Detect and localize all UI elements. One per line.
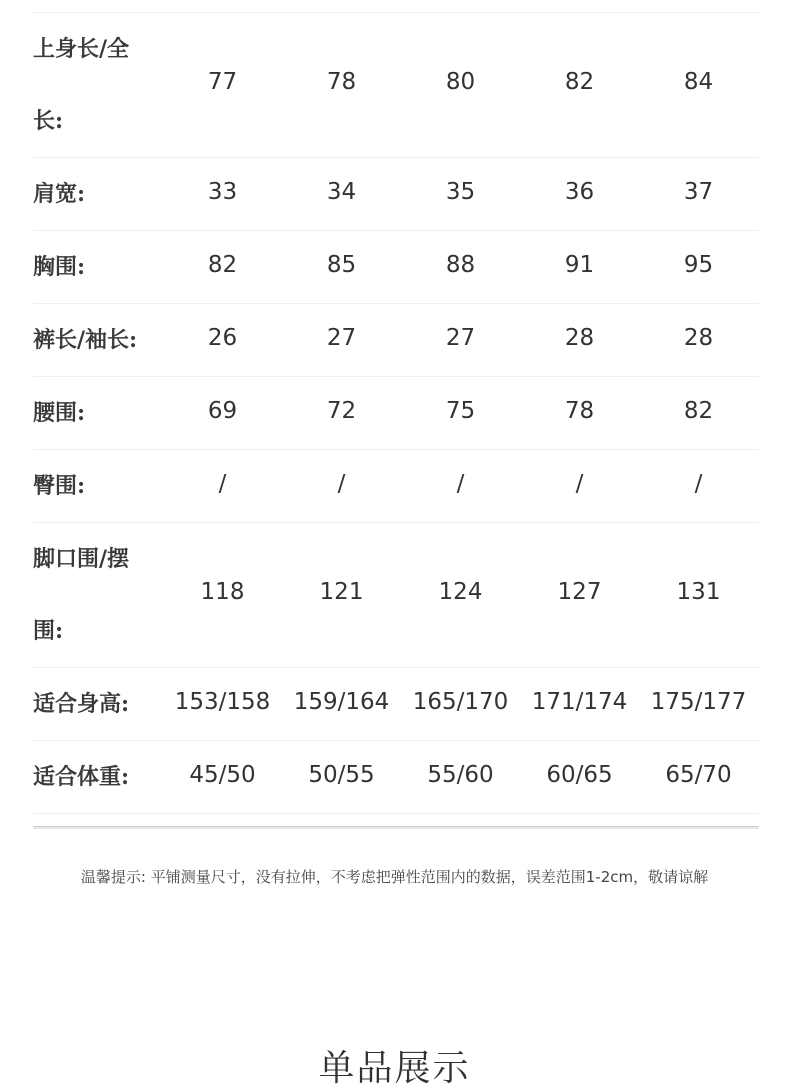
table-row	[33, 741, 759, 814]
table-cell: 82	[683, 398, 714, 424]
table-cell: 69	[207, 398, 238, 424]
table-cell: 118	[200, 579, 245, 605]
measurement-tip: 温馨提示: 平铺测量尺寸，没有拉伸，不考虑把弹性范围内的数据，误差范围1-2cm，敬请谅解	[80, 868, 709, 886]
table-cell: 75	[445, 398, 476, 424]
table-cell: 77	[207, 69, 238, 95]
table-cell: 33	[207, 179, 238, 205]
table-cell: 37	[683, 179, 714, 205]
row-label: 肩宽:	[33, 181, 86, 207]
table-cell: 60/65	[546, 762, 613, 788]
table-cell: 85	[326, 252, 357, 278]
table-cell: 159/164	[293, 689, 390, 715]
table-row	[33, 304, 759, 377]
row-label: 裤长/袖长:	[33, 327, 138, 353]
table-cell: 72	[326, 398, 357, 424]
table-cell: /	[694, 471, 703, 497]
table-cell: 171/174	[531, 689, 628, 715]
table-cell: 82	[207, 252, 238, 278]
section-title: 单品展示	[318, 1048, 471, 1089]
row-label: 胸围:	[33, 254, 86, 280]
table-cell: 165/170	[412, 689, 509, 715]
row-label: 臀围:	[33, 473, 86, 499]
table-row	[33, 668, 759, 741]
table-cell: 88	[445, 252, 476, 278]
table-cell: 80	[445, 69, 476, 95]
table-row	[33, 523, 759, 668]
table-cell: 124	[438, 579, 483, 605]
row-label: 适合身高:	[33, 691, 130, 717]
row-label: 适合体重:	[33, 764, 130, 790]
table-cell: 131	[676, 579, 721, 605]
table-cell: 26	[207, 325, 238, 351]
table-row	[33, 13, 759, 158]
table-cell: 36	[564, 179, 595, 205]
table-cell: 27	[326, 325, 357, 351]
row-label: 上身长/全长:	[33, 36, 130, 134]
table-cell: 65/70	[665, 762, 732, 788]
table-cell: 82	[564, 69, 595, 95]
table-row	[33, 377, 759, 450]
table-cell: 95	[683, 252, 714, 278]
table-row	[33, 158, 759, 231]
table-cell: 78	[564, 398, 595, 424]
table-cell: 50/55	[308, 762, 375, 788]
table-cell: 91	[564, 252, 595, 278]
table-cell: /	[218, 471, 227, 497]
table-row	[33, 450, 759, 523]
table-bottom-divider	[33, 826, 759, 829]
row-label: 腰围:	[33, 400, 86, 426]
table-cell: 35	[445, 179, 476, 205]
table-cell: 28	[564, 325, 595, 351]
table-cell: /	[337, 471, 346, 497]
table-cell: 78	[326, 69, 357, 95]
table-cell: 34	[326, 179, 357, 205]
table-cell: 175/177	[650, 689, 747, 715]
table-cell: 84	[683, 69, 714, 95]
table-cell: 28	[683, 325, 714, 351]
table-cell: 153/158	[174, 689, 271, 715]
table-row	[33, 231, 759, 304]
table-cell: /	[456, 471, 465, 497]
table-cell: 127	[557, 579, 602, 605]
table-cell: 121	[319, 579, 364, 605]
row-label: 脚口围/摆围:	[33, 546, 130, 644]
table-cell: 55/60	[427, 762, 494, 788]
table-cell: 27	[445, 325, 476, 351]
table-cell: 45/50	[189, 762, 256, 788]
table-cell: /	[575, 471, 584, 497]
